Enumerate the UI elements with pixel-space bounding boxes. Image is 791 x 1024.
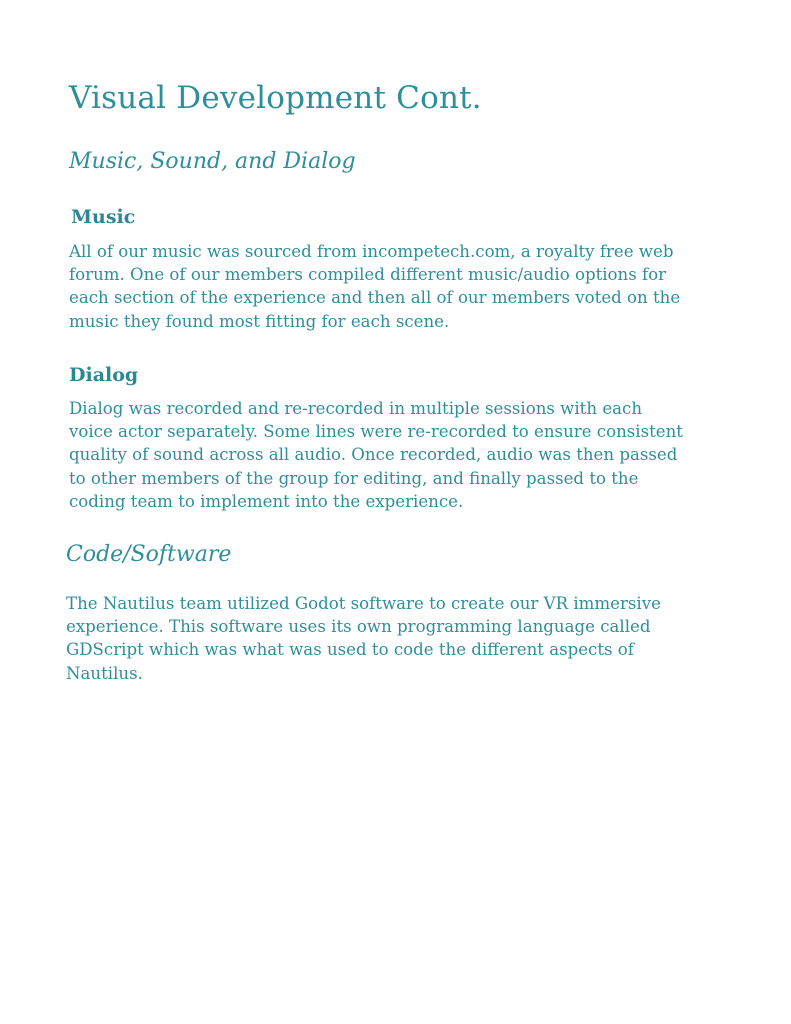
dialog-paragraph-line: coding team to implement into the experience. [69, 491, 464, 511]
code-paragraph-line: The Nautilus team utilized Godot software to create our VR immersive [66, 594, 661, 613]
music-paragraph-line: each section of the experience and then all of our members voted on the [69, 288, 681, 308]
code-paragraph-line: GDScript which was what was used to code the different aspects of [66, 640, 634, 660]
dialog-paragraph-line: voice actor separately. Some lines were re-recorded to ensure consistent [69, 422, 683, 442]
page-title: Visual Development Cont. [69, 80, 482, 116]
dialog-paragraph-line: to other members of the group for editing, and finally passed to the [69, 468, 639, 488]
dialog-paragraph-line: Dialog was recorded and re-recorded in multiple sessions with each [69, 399, 643, 418]
dialog-paragraph-line: quality of sound across all audio. Once recorded, audio was then passed [69, 445, 678, 465]
music-sound-dialog-subheading: Music, Sound, and Dialog [69, 149, 356, 174]
music-paragraph [69, 240, 680, 333]
code-paragraph [66, 592, 661, 685]
code-paragraph-line: Nautilus. [66, 663, 143, 683]
music-heading: Music [71, 206, 136, 228]
music-paragraph-line: All of our music was sourced from incompetech.com, a royalty free web [69, 242, 674, 261]
dialog-paragraph [69, 397, 683, 513]
dialog-heading: Dialog [69, 364, 139, 386]
music-paragraph-line: music they found most fitting for each scene. [69, 311, 450, 331]
code-software-subheading: Code/Software [66, 542, 232, 567]
music-paragraph-line: forum. One of our members compiled different music/audio options for [69, 265, 667, 285]
code-paragraph-line: experience. This software uses its own programming language called [66, 617, 651, 637]
